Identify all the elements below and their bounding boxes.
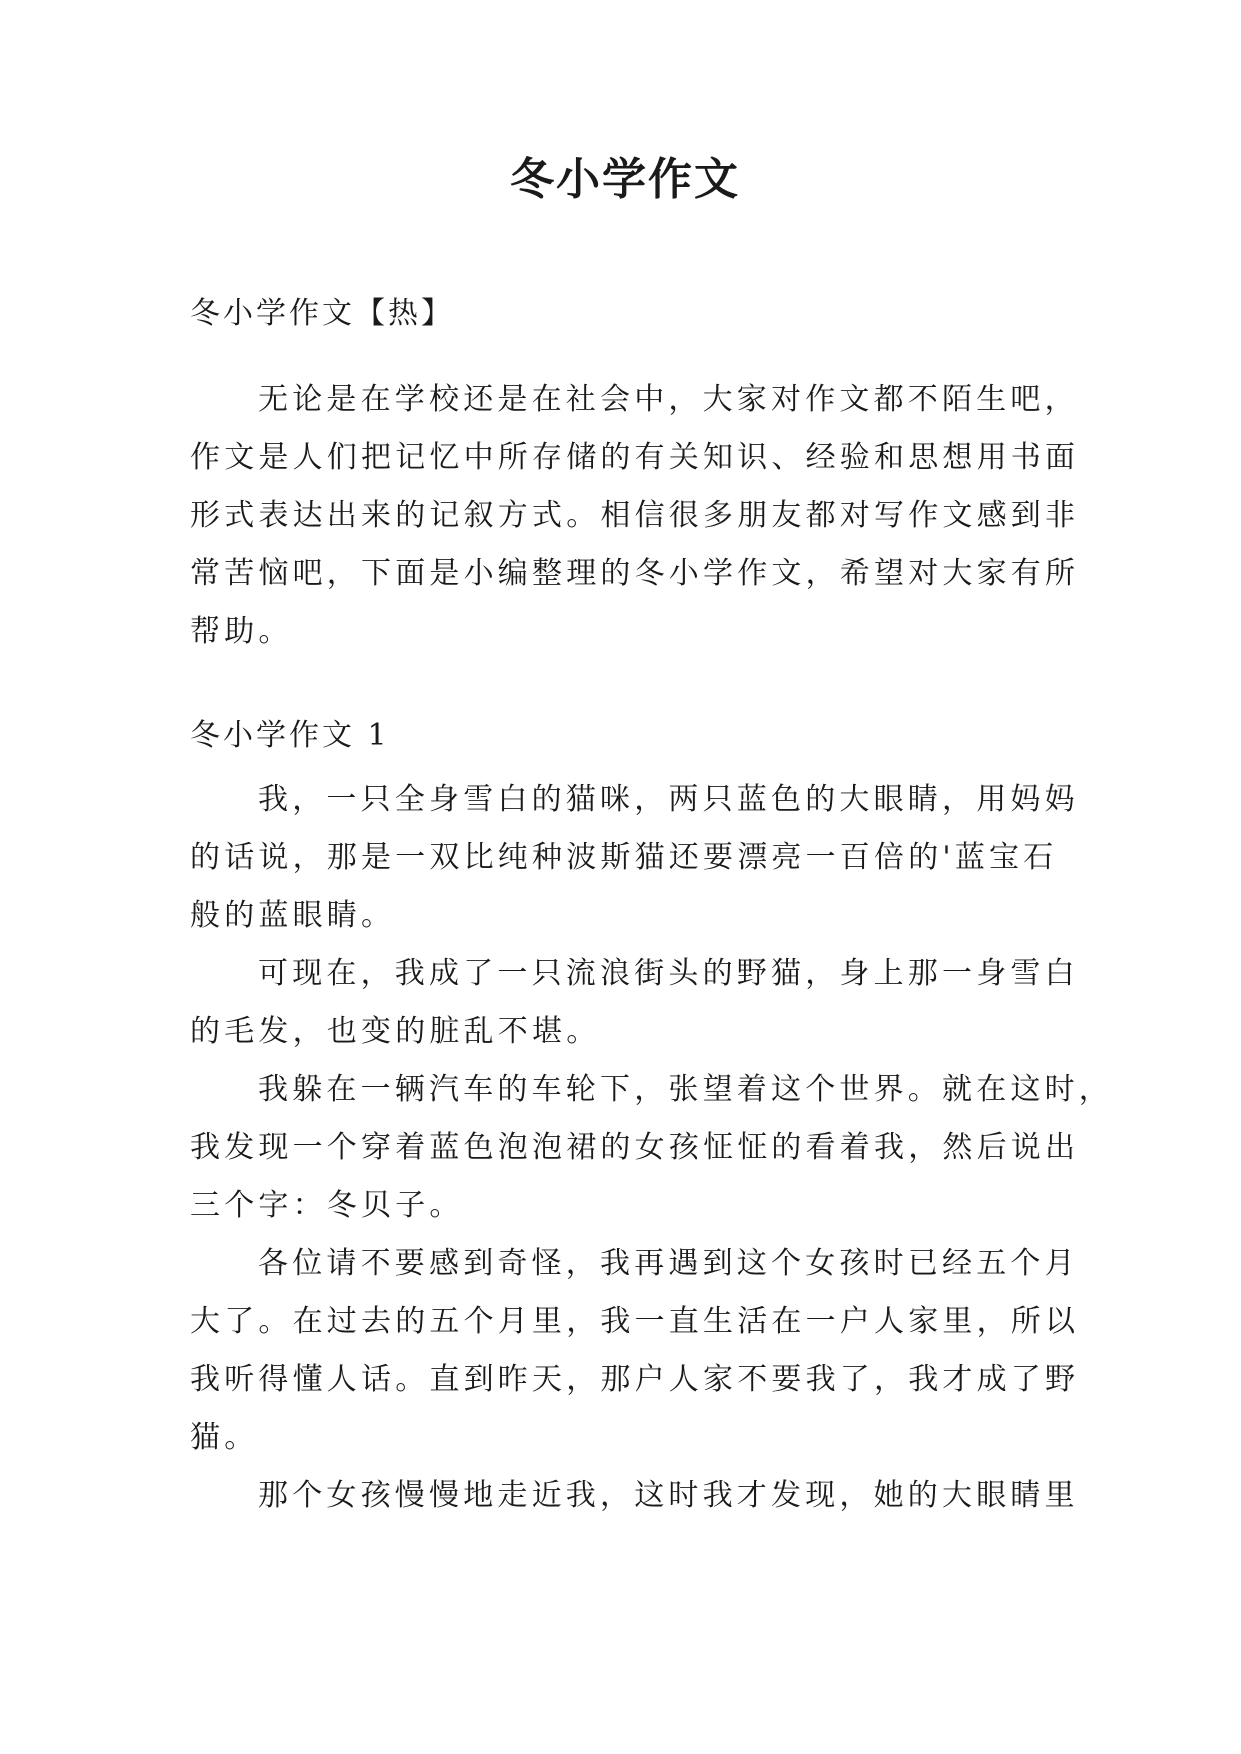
document-subtitle: 冬小学作文【热】: [190, 296, 454, 331]
intro-line: 形式表达出来的记叙方式。相信很多朋友都对写作文感到非: [190, 498, 1080, 533]
paragraph-line: 三个字：冬贝子。: [190, 1188, 464, 1223]
body-paragraph-2: [190, 945, 1079, 1061]
paragraph-line: 那个女孩慢慢地走近我，这时我才发现，她的大眼睛里: [258, 1478, 1079, 1513]
intro-line: 无论是在学校还是在社会中，大家对作文都不陌生吧，: [258, 382, 1079, 417]
body-paragraph-3: [190, 1061, 1113, 1235]
body-paragraph-4: [190, 1235, 1080, 1467]
paragraph-line: 我躲在一辆汽车的车轮下，张望着这个世界。就在这时，: [258, 1072, 1113, 1107]
paragraph-line: 的毛发，也变的脏乱不堪。: [190, 1014, 601, 1049]
paragraph-line: 大了。在过去的五个月里，我一直生活在一户人家里，所以: [190, 1304, 1080, 1339]
paragraph-line: 可现在，我成了一只流浪街头的野猫，身上那一身雪白: [258, 956, 1079, 991]
paragraph-line: 我发现一个穿着蓝色泡泡裙的女孩怔怔的看着我，然后说出: [190, 1130, 1080, 1165]
paragraph-line: 的话说，那是一双比纯种波斯猫还要漂亮一百倍的'蓝宝石: [190, 840, 1058, 875]
body-paragraph-5: [190, 1467, 1079, 1525]
paragraph-line: 我听得懂人话。直到昨天，那户人家不要我了，我才成了野: [190, 1362, 1080, 1397]
body-paragraph-1: [190, 771, 1079, 945]
paragraph-line: 我，一只全身雪白的猫咪，两只蓝色的大眼睛，用妈妈: [258, 782, 1079, 817]
paragraph-line: 般的蓝眼睛。: [190, 898, 396, 933]
paragraph-line: 猫。: [190, 1420, 259, 1455]
document-title: 冬小学作文: [510, 154, 740, 205]
intro-paragraph: [190, 371, 1080, 661]
section-heading: 冬小学作文 1: [190, 718, 390, 753]
intro-line: 帮助。: [190, 614, 293, 649]
paragraph-line: 各位请不要感到奇怪，我再遇到这个女孩时已经五个月: [258, 1246, 1079, 1281]
intro-line: 常苦恼吧，下面是小编整理的冬小学作文，希望对大家有所: [190, 556, 1080, 591]
intro-line: 作文是人们把记忆中所存储的有关知识、经验和思想用书面: [190, 440, 1080, 475]
